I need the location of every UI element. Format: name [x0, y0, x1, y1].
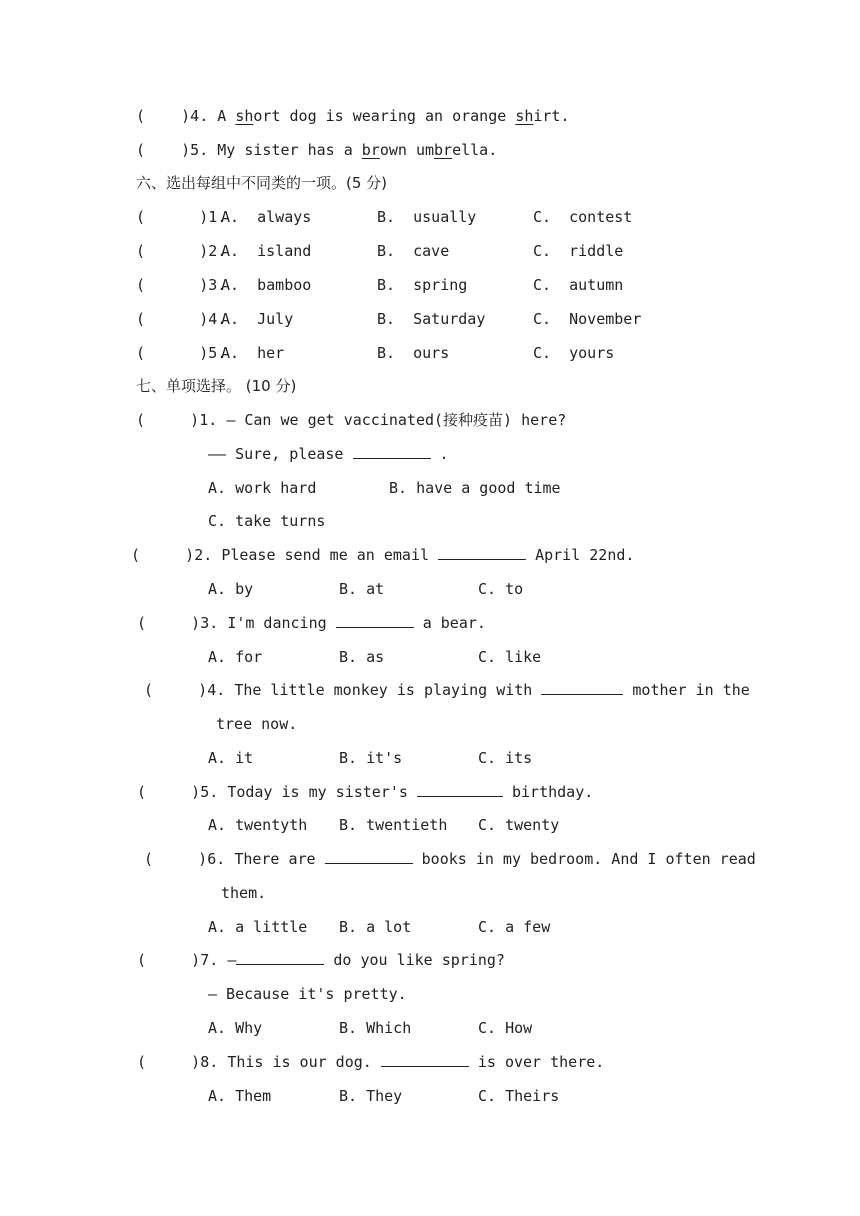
section7-heading: 七、单项选择。 (10 分)	[136, 377, 297, 395]
option-b: B. They	[339, 1087, 403, 1105]
s7-q7-reply: — Because it's pretty.	[208, 985, 407, 1003]
option-a: A. twentyth	[208, 816, 308, 834]
answer-blank[interactable]	[236, 950, 324, 965]
answer-paren[interactable]: ( )8.	[137, 1053, 228, 1071]
answer-paren[interactable]: ( )7.	[137, 951, 228, 969]
s7-question-2: ( )2. Please send me an email April 22nd.	[131, 546, 635, 564]
answer-blank[interactable]	[325, 849, 413, 864]
s7-question-5: ( )5. Today is my sister's birthday.	[137, 783, 594, 801]
option-a: A. her	[221, 344, 285, 362]
option-c: C. take turns	[208, 512, 326, 530]
s7-question-7: ( )7. — do you like spring?	[137, 951, 505, 969]
answer-paren[interactable]: ( )4.	[136, 310, 227, 328]
option-b: B. have a good time	[389, 479, 561, 497]
option-a: A. by	[208, 580, 254, 598]
answer-paren[interactable]: ( )2.	[136, 242, 227, 260]
section6-heading: 六、选出每组中不同类的一项。(5 分)	[136, 174, 388, 192]
answer-paren[interactable]: ( )5.	[136, 344, 227, 362]
option-c: C. riddle	[533, 242, 624, 260]
option-c: C. How	[478, 1019, 533, 1037]
option-c: C. contest	[533, 208, 633, 226]
answer-paren[interactable]: ( )3.	[136, 276, 227, 294]
option-a: A. work hard	[208, 479, 317, 497]
s7-question-6: ( )6. There are books in my bedroom. And I often read	[144, 850, 756, 868]
option-b: B. usually	[377, 208, 477, 226]
s7-q6-continuation: them.	[221, 884, 267, 902]
option-a: A. a little	[208, 918, 308, 936]
answer-blank[interactable]	[381, 1052, 469, 1067]
option-c: C. to	[478, 580, 524, 598]
option-c: C. a few	[478, 918, 551, 936]
option-a: A. bamboo	[221, 276, 312, 294]
s7-q4-continuation: tree now.	[216, 715, 298, 733]
answer-paren[interactable]: ( )6.	[144, 850, 235, 868]
option-c: C. twenty	[478, 816, 560, 834]
option-c: C. its	[478, 749, 533, 767]
s5-question-5: ( )5. My sister has a brown umbrella.	[136, 141, 498, 159]
s7-question-3: ( )3. I'm dancing a bear.	[137, 614, 486, 632]
answer-blank[interactable]	[353, 444, 431, 459]
answer-paren[interactable]: ( )4.	[136, 107, 218, 125]
option-c: C. Theirs	[478, 1087, 560, 1105]
option-c: C. autumn	[533, 276, 624, 294]
option-b: B. a lot	[339, 918, 412, 936]
option-c: C. yours	[533, 344, 615, 362]
option-c: C. like	[478, 648, 542, 666]
answer-paren[interactable]: ( )2.	[131, 546, 222, 564]
answer-paren[interactable]: ( )5.	[136, 141, 218, 159]
answer-paren[interactable]: ( )5.	[137, 783, 228, 801]
option-b: B. twentieth	[339, 816, 448, 834]
answer-paren[interactable]: ( )1.	[136, 208, 227, 226]
answer-blank[interactable]	[336, 613, 414, 628]
option-b: B. Which	[339, 1019, 412, 1037]
option-a: A. Them	[208, 1087, 272, 1105]
option-a: A. Why	[208, 1019, 263, 1037]
option-b: B. Saturday	[377, 310, 486, 328]
option-c: C. November	[533, 310, 642, 328]
answer-paren[interactable]: ( )4.	[144, 681, 235, 699]
s7-question-8: ( )8. This is our dog. is over there.	[137, 1053, 605, 1071]
option-a: A. it	[208, 749, 254, 767]
s7-q1-reply: —— Sure, please .	[208, 445, 449, 463]
option-b: B. cave	[377, 242, 450, 260]
s7-question-4: ( )4. The little monkey is playing with mother in the	[144, 681, 750, 699]
option-b: B. as	[339, 648, 385, 666]
option-b: B. spring	[377, 276, 468, 294]
option-b: B. it's	[339, 749, 403, 767]
option-a: A. July	[221, 310, 294, 328]
option-a: A. always	[221, 208, 312, 226]
option-b: B. ours	[377, 344, 450, 362]
option-a: A. island	[221, 242, 312, 260]
option-b: B. at	[339, 580, 385, 598]
s5-question-4: ( )4. A short dog is wearing an orange shirt.	[136, 107, 570, 125]
answer-blank[interactable]	[417, 782, 503, 797]
s7-question-1: ( )1. — Can we get vaccinated(接种疫苗) here?	[136, 411, 567, 429]
answer-paren[interactable]: ( )1.	[136, 411, 227, 429]
option-a: A. for	[208, 648, 263, 666]
answer-blank[interactable]	[541, 680, 623, 695]
answer-blank[interactable]	[438, 545, 526, 560]
answer-paren[interactable]: ( )3.	[137, 614, 228, 632]
